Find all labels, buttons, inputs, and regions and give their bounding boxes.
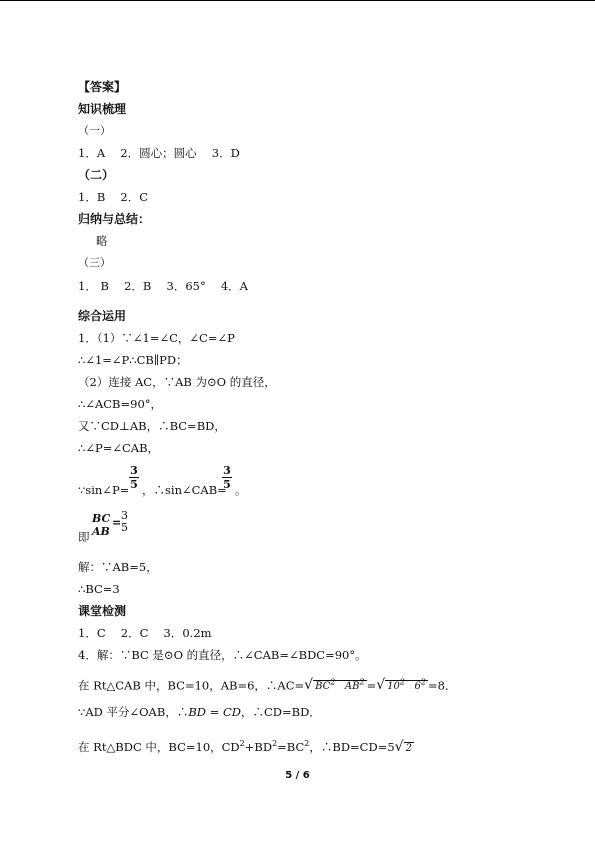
exp-2: 2 [304, 739, 310, 748]
section-ketang: 课堂检测 [78, 604, 127, 618]
exp-2: 2 [399, 678, 405, 687]
sqrt-bc-ab [304, 677, 366, 694]
fraction-three-fifths [121, 510, 128, 534]
section-guina: 归纳与总结： [78, 212, 151, 226]
fraction-den: 5 [121, 521, 128, 534]
fraction-den: 5 [223, 478, 231, 491]
yi-answers: 1．A 2．圆心；圆心 3．D [78, 146, 240, 160]
k-line-4 [78, 705, 321, 719]
section-zonghe: 综合运用 [78, 309, 127, 323]
fraction-den: 5 [130, 478, 138, 491]
k-line-2: 4．解：∵BC 是⊙O 的直径，∴∠CAB=∠BDC=90°。 [78, 648, 367, 662]
k-line-3 [78, 676, 456, 694]
fraction-equals: = [112, 516, 122, 529]
er-answers: 1．B 2．C [78, 190, 149, 204]
san-answers: 1． B 2．B 3．65° 4．A [78, 279, 248, 293]
k-line-5-b: +BD [244, 739, 273, 754]
exp-2: 2 [420, 678, 426, 687]
arc-equality: BD = CD [188, 705, 241, 719]
radical-icon: √ [394, 738, 404, 755]
sqrt-term-2: 6 [414, 681, 421, 693]
z-line-9: 解：∵AB=5， [78, 560, 158, 574]
sqrt-2 [394, 738, 414, 755]
z-line-7b: ，∴sin∠CAB= [142, 483, 227, 497]
sqrt-term-1: 10 [387, 681, 400, 693]
sqrt-10-6 [376, 677, 428, 694]
fraction-num: BC [92, 512, 111, 525]
radical-icon: √ [376, 677, 386, 694]
fraction-num: 3 [130, 464, 138, 477]
k-line-5-a: 在 Rt△BDC 中，BC=10，CD [78, 739, 240, 754]
fraction-bc-ab [92, 512, 110, 538]
sqrt-term-1: BC [315, 681, 331, 693]
fraction-num: 3 [121, 509, 128, 522]
k-line-3-eq: = [366, 678, 377, 693]
z-line-1: 1．（1）∵∠1=∠C，∠C=∠P [78, 331, 235, 345]
fraction-num: 3 [223, 464, 231, 477]
exp-2: 2 [272, 739, 278, 748]
k-line-5-c: =BC [277, 739, 305, 754]
k-line-5-d: ，∴BD=CD=5 [309, 739, 395, 754]
k-line-3-end: =8． [428, 678, 457, 693]
sub-yi: （一） [78, 124, 111, 137]
z-line-6: ∴∠P=∠CAB， [78, 441, 160, 455]
top-border [0, 0, 595, 1]
answers-heading: 【答案】 [78, 80, 127, 94]
section-zhishi: 知识梳理 [78, 102, 127, 116]
k-line-4-end: ，∴CD=BD． [240, 705, 321, 719]
z-line-10: ∴BC=3 [78, 582, 120, 596]
sqrt-term: 2 [405, 742, 412, 754]
sub-er: （二） [78, 168, 115, 182]
k-line-1: 1．C 2．C 3．0.2m [78, 626, 212, 640]
fraction-sinCAB [222, 465, 232, 490]
sub-san: （三） [78, 256, 111, 269]
page-number: 5 / 6 [285, 770, 310, 781]
exp-2: 2 [330, 678, 336, 687]
z-line-5: 又∵CD⊥AB，∴BC=BD， [78, 419, 226, 433]
z-line-7a: ∵sin∠P= [78, 483, 130, 497]
lve-text: 略 [96, 234, 108, 248]
z-line-7c: 。 [235, 483, 247, 497]
fraction-den: AB [92, 525, 110, 538]
z-line-4: ∴∠ACB=90°， [78, 397, 163, 411]
z-line-3: （2）连接 AC，∵AB 为⊙O 的直径， [78, 375, 276, 389]
fraction-sinP [129, 465, 139, 490]
k-line-3-text: 在 Rt△CAB 中，BC=10，AB=6，∴AC= [78, 678, 305, 693]
exp-2: 2 [239, 739, 245, 748]
radical-icon: √ [304, 677, 314, 694]
z-line-8-prefix: 即 [78, 530, 90, 544]
sqrt-term-2: AB [344, 681, 360, 693]
k-line-5 [78, 737, 414, 756]
k-line-4-text: ∵AD 平分∠OAB，∴ [78, 705, 189, 719]
exp-2: 2 [359, 678, 365, 687]
z-line-2: ∴∠1=∠P∴CB∥PD； [78, 353, 188, 367]
